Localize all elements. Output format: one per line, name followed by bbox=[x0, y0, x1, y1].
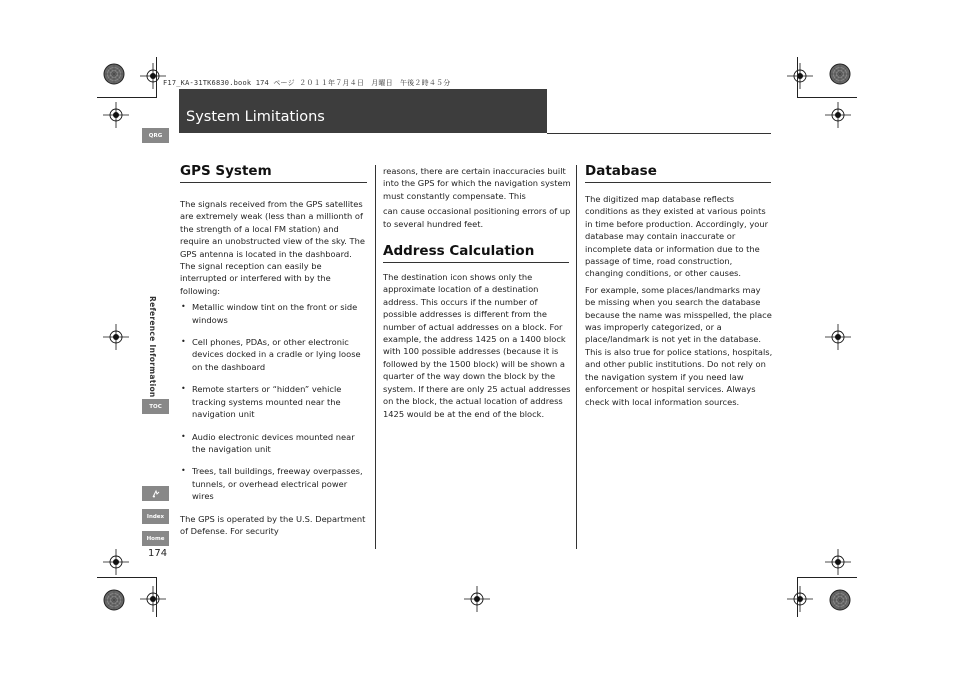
qrg-tab-button[interactable] bbox=[142, 128, 169, 143]
list-item: • Metallic window tint on the front or side windows bbox=[180, 301, 368, 326]
trim-line bbox=[797, 577, 798, 617]
database-para-2: For example, some places/landmarks may be missing when you search the database because the name was misspelled, the place was improperly categorized, or a place/landmark is not yet in the database. This is also true for police stations, hospitals, and other public institutions. Do not rely on the navigation system if you need law enforcement or hospital services. Always check with local information sources. bbox=[585, 284, 773, 407]
gps-section bbox=[180, 163, 368, 537]
title-rule bbox=[547, 133, 771, 134]
heading-rule bbox=[180, 182, 367, 183]
crosshair-mark-icon bbox=[825, 102, 851, 128]
trim-line bbox=[797, 577, 857, 578]
qrg-tab-label: QRG bbox=[148, 132, 163, 139]
list-item: • Remote starters or “hidden” vehicle tracking systems mounted near the navigation unit bbox=[180, 383, 368, 420]
crosshair-mark-icon bbox=[825, 324, 851, 350]
crosshair-mark-icon bbox=[825, 549, 851, 575]
page-number: 174 bbox=[148, 548, 168, 559]
trim-line bbox=[97, 97, 157, 98]
crosshair-mark-icon bbox=[103, 102, 129, 128]
trim-line bbox=[156, 57, 157, 97]
trim-line bbox=[797, 97, 857, 98]
page-title: System Limitations bbox=[186, 109, 325, 125]
index-tab-button[interactable] bbox=[142, 509, 169, 524]
crosshair-mark-icon bbox=[103, 549, 129, 575]
registration-disc-icon bbox=[829, 63, 851, 85]
database-para-1: The digitized map database reflects conditions as they existed at various points in time before production. Accordingly, your database may contain inaccurate or incomplete data or information due to the passage of time, road construction, changing conditions, or other causes. bbox=[585, 194, 768, 279]
section-side-label: Reference Information bbox=[148, 296, 157, 398]
toc-tab-button[interactable] bbox=[142, 399, 169, 414]
database-section bbox=[585, 163, 773, 408]
crosshair-mark-icon bbox=[103, 324, 129, 350]
home-tab-button[interactable] bbox=[142, 531, 169, 546]
heading-rule bbox=[585, 182, 771, 183]
home-tab-label: Home bbox=[146, 535, 165, 542]
gps-intro: The signals received from the GPS satellites are extremely weak (less than a millionth of the strength of a local FM station) and require an unobstructed view of the sky. The GPS antenna is located in the dashboard. The signal reception can easily be interrupted or interfered with by the following: bbox=[180, 199, 365, 296]
crosshair-mark-icon bbox=[787, 63, 813, 89]
gps-closing: The GPS is operated by the U.S. Department of Defense. For security bbox=[180, 513, 366, 536]
address-calculation-body: The destination icon shows only the approximate location of a destination address. This occurs if the number of possible addresses is different from the number of actual addresses on a block. For example, the address 1425 on a 1400 block with 100 possible addresses (because it is followed by the 1500 block) will be shown a quarter of the way down the block by the system. If there are only 25 actual addresses on the block, the actual location of address 1425 would be at the end of the block. bbox=[383, 272, 571, 419]
trim-line bbox=[797, 57, 798, 97]
trim-line bbox=[97, 577, 157, 578]
voice-command-tab-button[interactable] bbox=[142, 486, 169, 501]
index-tab-label: Index bbox=[146, 513, 165, 520]
toc-tab-label: TOC bbox=[149, 403, 162, 410]
registration-disc-icon bbox=[103, 63, 125, 85]
gps-continued: reasons, there are certain inaccuracies built into the GPS for which the navigation system must constantly compensate. This bbox=[383, 166, 571, 201]
database-heading: Database bbox=[585, 163, 657, 179]
crosshair-mark-icon bbox=[787, 586, 813, 612]
heading-rule bbox=[383, 262, 569, 263]
gps-continued-2: can cause occasional positioning errors of up to several hundred feet. bbox=[383, 206, 571, 229]
registration-disc-icon bbox=[103, 589, 125, 611]
crosshair-mark-icon bbox=[464, 586, 490, 612]
column-divider bbox=[375, 165, 376, 549]
gps-interference-list bbox=[180, 301, 368, 502]
trim-line bbox=[156, 577, 157, 617]
address-calculation-heading: Address Calculation bbox=[383, 243, 535, 260]
print-header: F17_KA-31TK6830.book 174 ページ ２０１１年７月４日 月曜日 午後２時４５分 bbox=[163, 79, 451, 87]
registration-disc-icon bbox=[829, 589, 851, 611]
crosshair-mark-icon bbox=[140, 586, 166, 612]
voice-command-icon bbox=[151, 489, 161, 499]
page-title-bar bbox=[179, 89, 547, 133]
middle-column bbox=[383, 165, 571, 420]
list-item: • Cell phones, PDAs, or other electronic devices docked in a cradle or lying loose on the dashboard bbox=[180, 336, 368, 373]
column-divider bbox=[576, 165, 577, 549]
list-item: • Audio electronic devices mounted near the navigation unit bbox=[180, 431, 368, 456]
gps-heading: GPS System bbox=[180, 163, 272, 179]
list-item: • Trees, tall buildings, freeway overpasses, tunnels, or overhead electrical power wires bbox=[180, 465, 368, 502]
